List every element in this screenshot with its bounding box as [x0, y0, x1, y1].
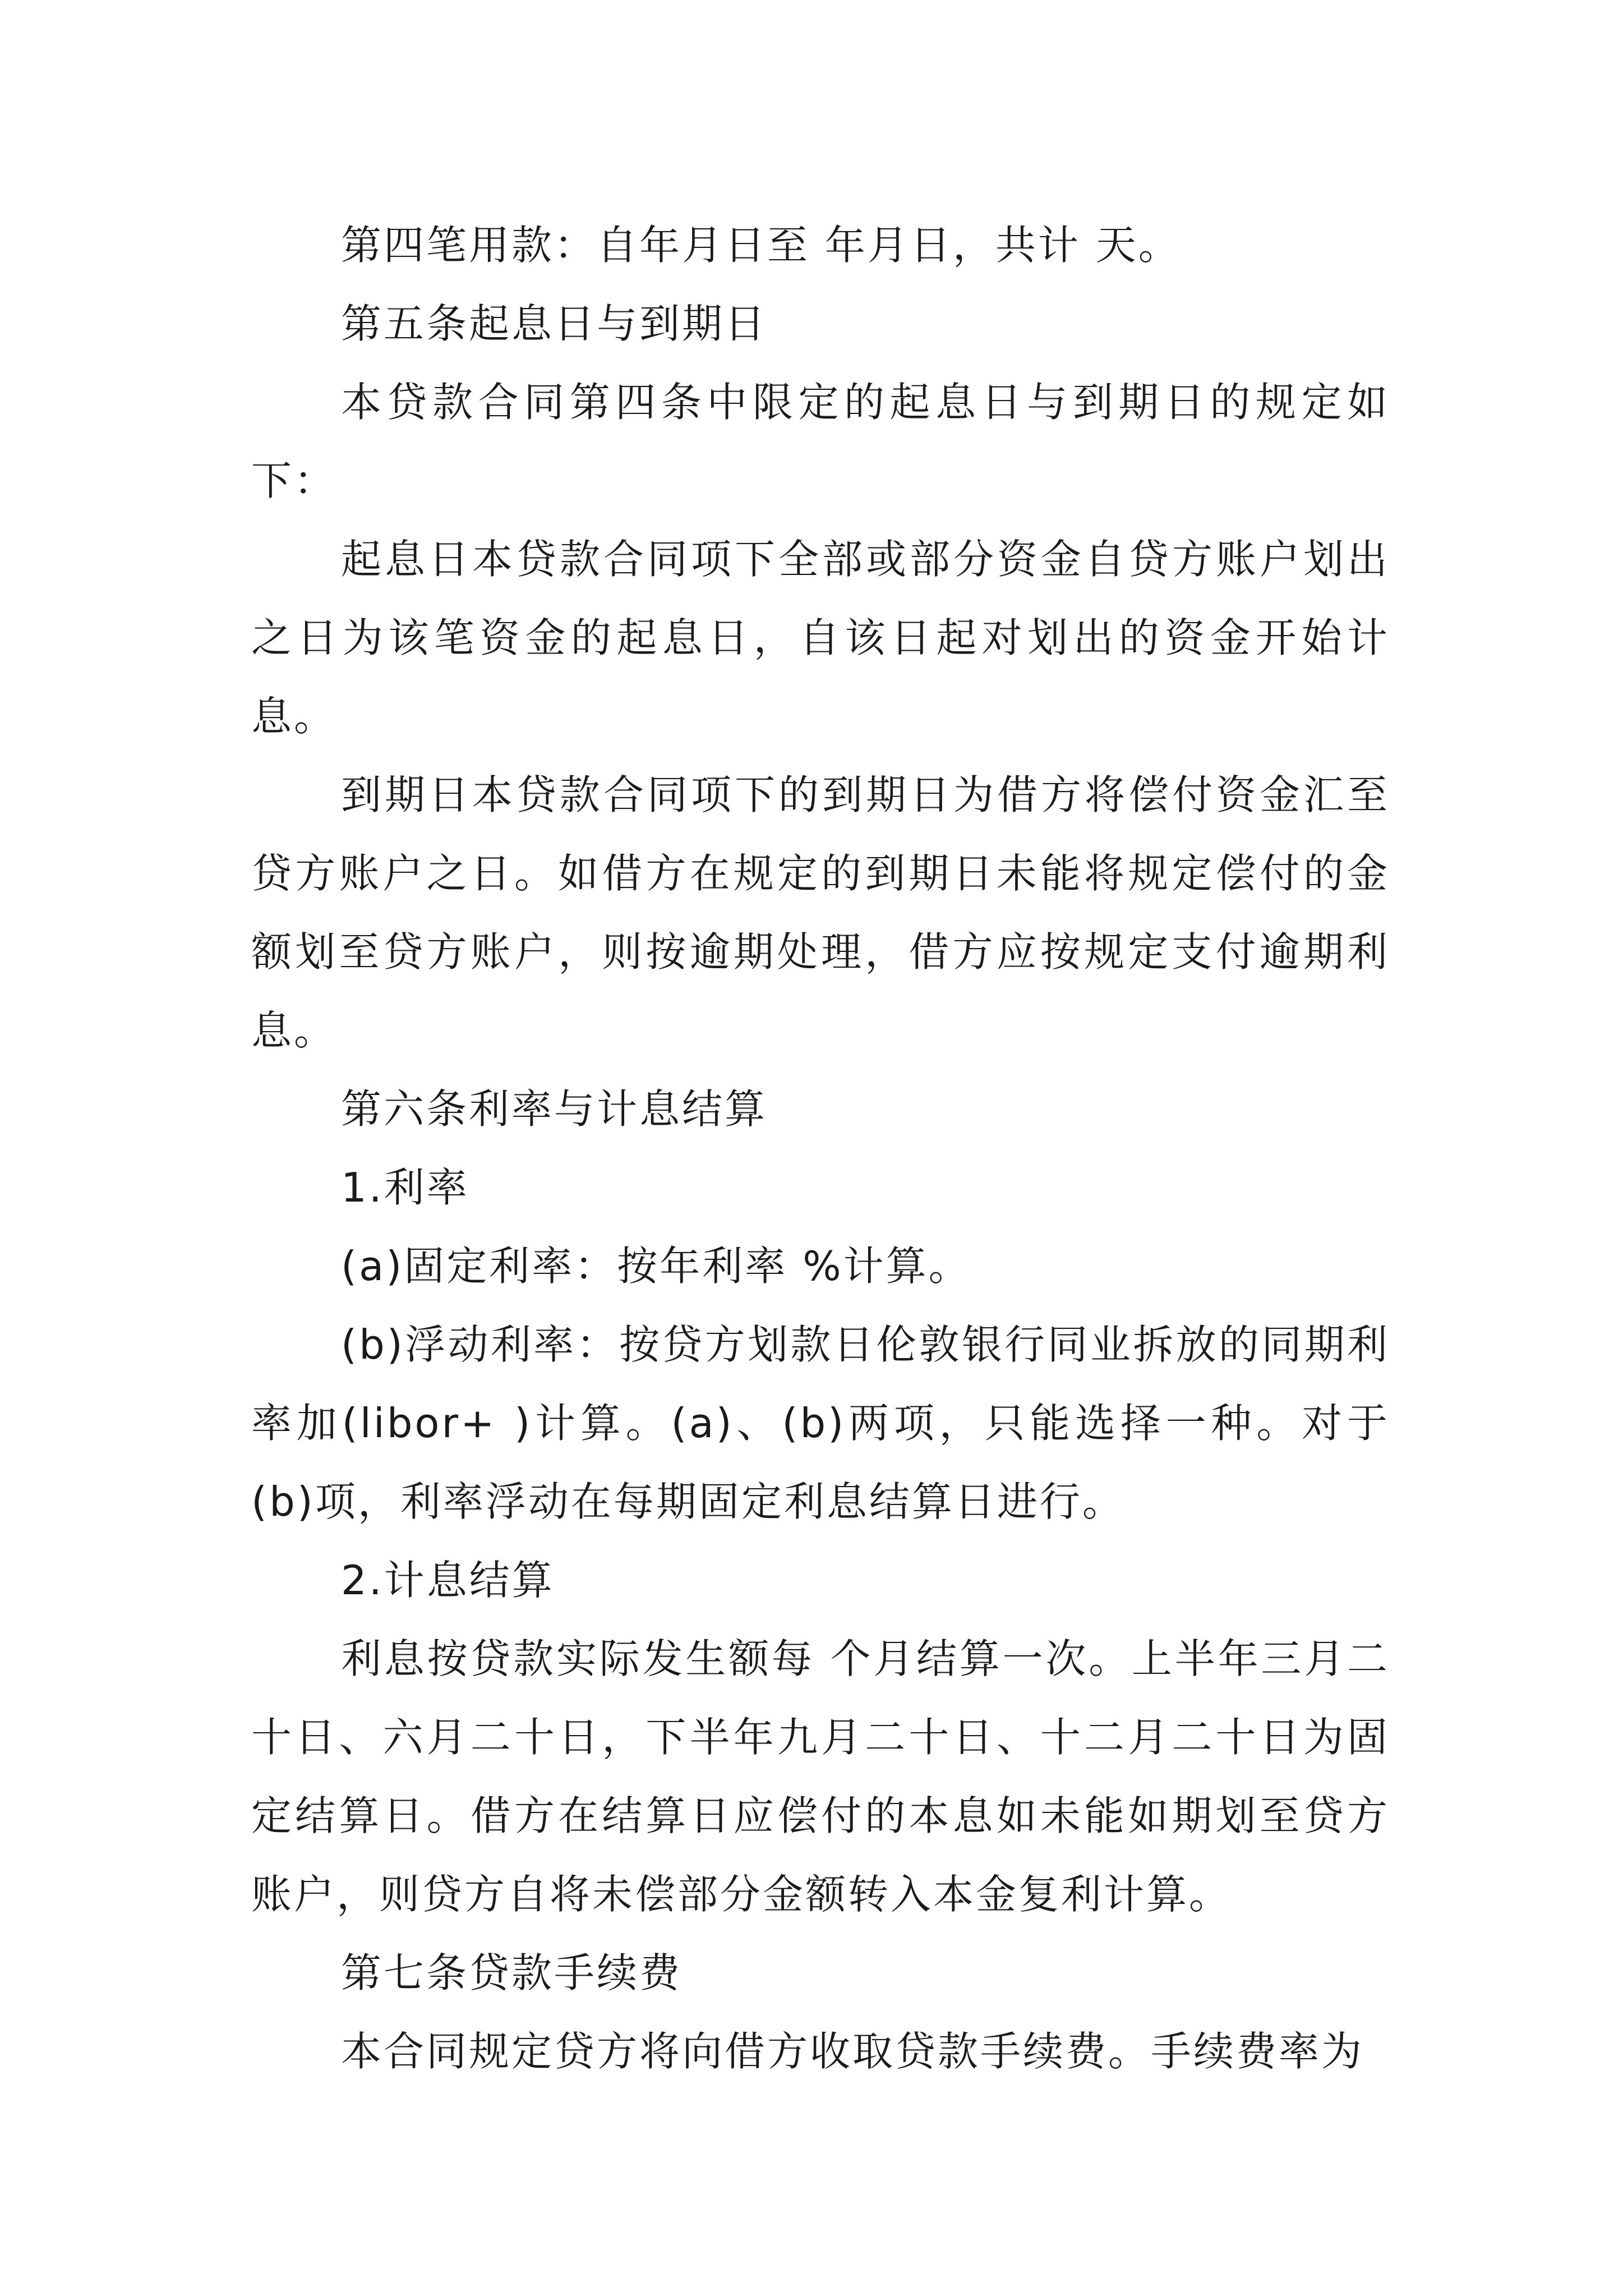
paragraph-value-date: 起息日本贷款合同项下全部或部分资金自贷方账户划出之日为该笔资金的起息日，自该日起对划出的资金开始计息。	[251, 536, 1390, 740]
paragraph-fixed-rate: (a)固定利率：按年利率 %计算。	[341, 1243, 971, 1290]
heading-article-7: 第七条贷款手续费	[341, 1949, 683, 1996]
paragraph-floating-rate: (b)浮动利率：按贷方划款日伦敦银行同业拆放的同期利率加(libor+ )计算。(a)、(b)两项，只能选择一种。对于(b)项，利率浮动在每期固定利息结算日进行。	[251, 1321, 1390, 1525]
paragraph-maturity-date: 到期日本贷款合同项下的到期日为借方将偿付资金汇至贷方账户之日。如借方在规定的到期日未能将规定偿付的金额划至贷方账户，则按逾期处理，借方应按规定支付逾期利息。	[251, 771, 1390, 1054]
paragraph-fourth-drawdown: 第四笔用款：自年月日至 年月日，共计 天。	[341, 222, 1181, 269]
subheading-interest-rate: 1.利率	[341, 1164, 469, 1211]
document-body	[251, 206, 1390, 2091]
paragraph-article-5-intro: 本贷款合同第四条中限定的起息日与到期日的规定如下：	[251, 379, 1390, 504]
paragraph-settlement-terms: 利息按贷款实际发生额每 个月结算一次。上半年三月二十日、六月二十日，下半年九月二十日、十二月二十日为固定结算日。借方在结算日应偿付的本息如未能如期划至贷方账户，则贷方自将未偿部分金额转入本金复利计算。	[251, 1635, 1390, 1918]
subheading-interest-settlement: 2.计息结算	[341, 1557, 555, 1604]
heading-article-5: 第五条起息日与到期日	[341, 300, 768, 347]
heading-article-6: 第六条利率与计息结算	[341, 1085, 768, 1133]
paragraph-loan-fee: 本合同规定贷方将向借方收取贷款手续费。手续费率为	[341, 2028, 1364, 2075]
